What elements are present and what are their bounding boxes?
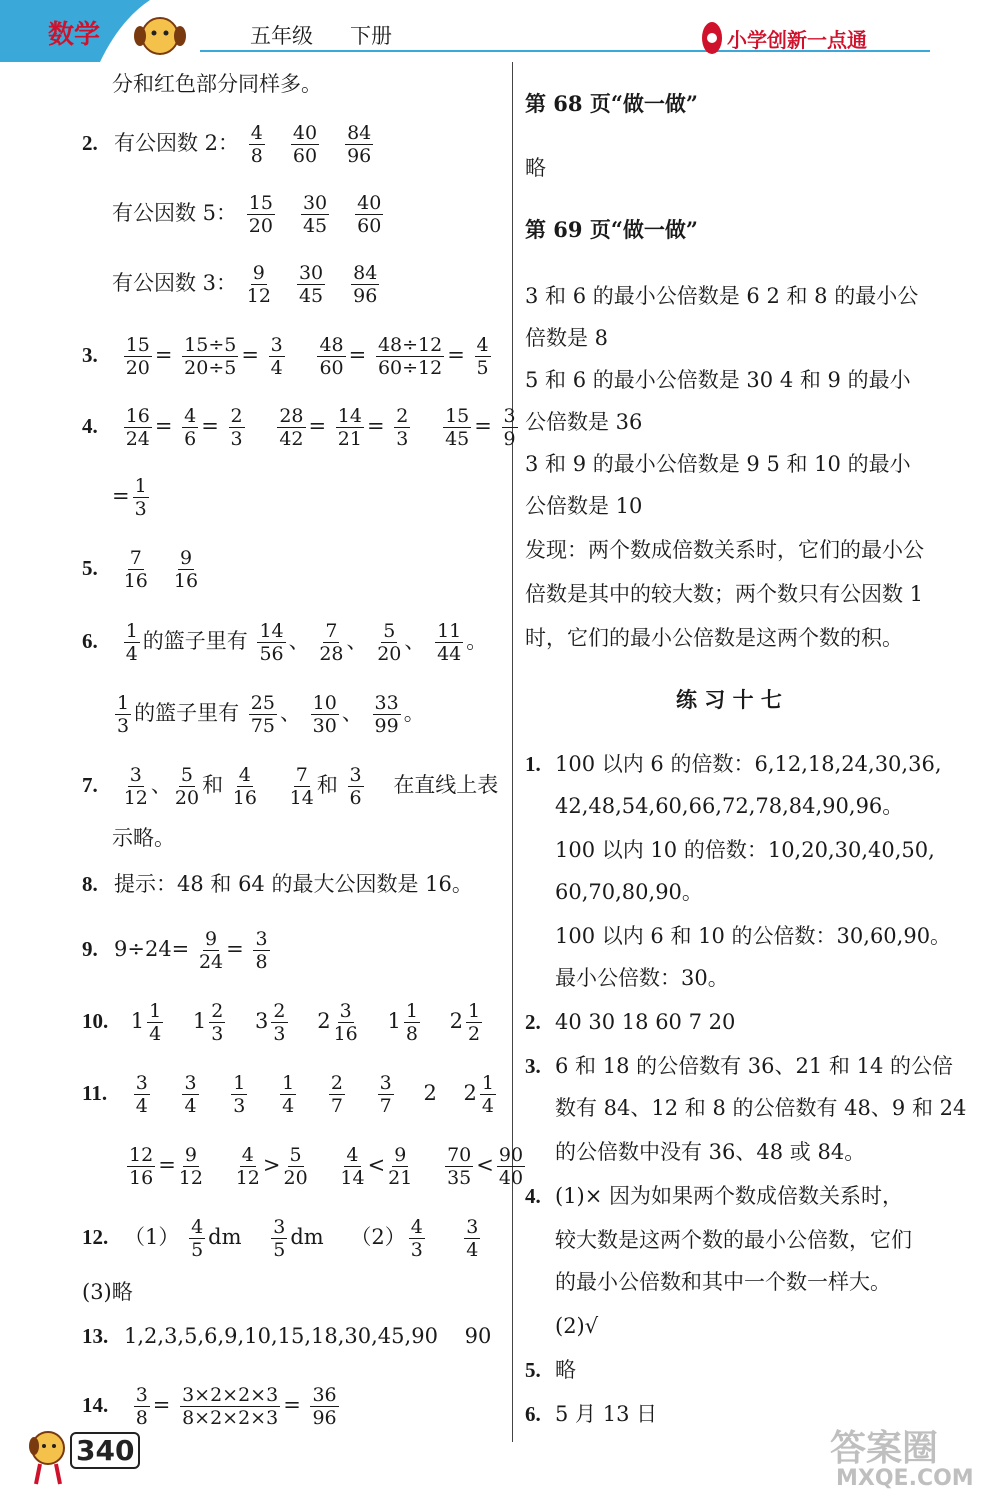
q4: 4. $\frac{16}{24}$ = $\frac{4}{6}$ = $\frac{2}{3}$ $\frac{28}{42}$ = $\frac{14}{21}$ = $\frac{2}{3}$ $\frac{15}{45}$ = $\frac{3}{9}$ [82,405,516,450]
dog-mascot-icon [142,18,178,54]
page-number: 340 [70,1432,140,1469]
q12: 12. （1） $\frac{4}{5}$ dm $\frac{3}{5}$ dm （2） $\frac{4}{3}$ $\frac{3}{4}$ [82,1216,479,1261]
q2-line-a: 2. 有公因数 2： $\frac{4}{8}$ $\frac{40}{60}$ $\frac{84}{96}$ [82,122,372,167]
r-p5: 3 和 9 的最小公倍数是 9 5 和 10 的最小 [525,452,911,476]
q2-line-c: 有公因数 3： $\frac{9}{12}$ $\frac{30}{45}$ $\frac{84}{96}$ [112,262,378,307]
r-heading-68: 第 68 页“做一做” [525,91,699,116]
r1-e: 100 以内 6 和 10 的公倍数：30,60,90。 [555,924,952,948]
q5: 5. $\frac{7}{16}$ $\frac{9}{16}$ [82,547,199,592]
q14: 14. $\frac{3}{8}$ = $\frac{3\times 2\times 2\times 3}{8\times 2\times 2\times 3}$ = $\frac{36}{96}$ [82,1384,337,1429]
grade-label: 五年级 [250,24,313,48]
watermark-url: MXQE.COM [836,1466,974,1491]
brand-logo-icon [700,20,724,56]
r-p2: 倍数是 8 [525,326,609,350]
subject-badge [0,0,200,62]
r5: 5. 略 [525,1358,576,1382]
watermark-logo: 答案圈 [830,1428,939,1469]
q11-row1: 11. $\frac{3}{4}$ $\frac{3}{4}$ $\frac{1}{3}$ $\frac{1}{4}$ $\frac{2}{7}$ $\frac{3}{7}$ 2 2 $\frac{1}{4}$ [82,1072,495,1117]
q3: 3. $\frac{15}{20}$ = $\frac{15\div 5}{20\div 5}$ = $\frac{3}{4}$ $\frac{48}{60}$ = $\frac{48\div 12}{60\div 12}$ = $\frac{4}{5}$ [82,334,489,379]
q7: 7. $\frac{3}{12}$ 、 $\frac{5}{20}$ 和 $\frac{4}{16}$ $\frac{7}{14}$ 和 $\frac{3}{6}$ 在直线上表 [82,764,499,809]
r3-c: 的公倍数中没有 36、48 或 84。 [555,1140,866,1164]
q6-a: 6. $\frac{1}{4}$ 的篮子里有 $\frac{14}{56}$ 、 $\frac{7}{28}$ 、 $\frac{5}{20}$ 、 $\frac{11}{44}$ 。 [82,620,488,665]
q10: 10. 1 $\frac{1}{4}$ 1 $\frac{2}{3}$ 3 $\frac{2}{3}$ 2 $\frac{3}{16}$ 1 $\frac{1}{8}$ 2 $\frac{1}{2}$ [82,1000,481,1045]
r-p6: 公倍数是 10 [525,494,643,518]
r4-a: 4. (1)× 因为如果两个数成倍数关系时， [525,1184,904,1208]
r-p1: 3 和 6 的最小公倍数是 6 2 和 8 的最小公 [525,284,919,308]
q13: 13. 1,2,3,5,6,9,10,15,18,30,45,90 90 [82,1324,492,1348]
r-p7: 发现：两个数成倍数关系时，它们的最小公 [525,538,924,562]
r-p4: 公倍数是 36 [525,410,643,434]
r4-c: 的最小公倍数和其中一个数一样大。 [555,1270,891,1294]
column-divider [512,62,513,1442]
q6-b: $\frac{1}{3}$ 的篮子里有 $\frac{25}{75}$ 、 $\frac{10}{30}$ 、 $\frac{33}{99}$ 。 [117,692,425,737]
subject-label: 数学 [48,20,101,50]
q7-cont: 示略。 [112,826,175,850]
q11-row2: $\frac{12}{16}$ = $\frac{9}{12}$ $\frac{4}{12}$ > $\frac{5}{20}$ $\frac{4}{14}$ < $\frac{9}{21}$ $\frac{70}{35}$ < $\frac{90}{40}$ [129,1144,524,1189]
left-continuation: 分和红色部分同样多。 [112,72,322,96]
q8: 8. 提示：48 和 64 的最大公因数是 16。 [82,872,473,896]
r4-b: 较大数是这两个数的最小公倍数，它们 [555,1228,912,1252]
q9: 9. 9÷24= $\frac{9}{24}$ = $\frac{3}{8}$ [82,928,268,973]
r2: 2. 40 30 18 60 7 20 [525,1010,736,1034]
r1-a: 1. 100 以内 6 的倍数：6,12,18,24,30,36, [525,752,942,776]
r3-b: 数有 84、12 和 8 的公倍数有 48、9 和 24 [555,1096,967,1120]
r-p9: 时，它们的最小公倍数是这两个数的积。 [525,626,903,650]
r4-d: (2)√ [555,1314,599,1338]
r-p3: 5 和 6 的最小公倍数是 30 4 和 9 的最小 [525,368,911,392]
dog-footer-icon [18,1418,78,1488]
r-answer-68: 略 [525,156,546,180]
q2-line-b: 有公因数 5： $\frac{15}{20}$ $\frac{30}{45}$ $\frac{40}{60}$ [112,192,382,237]
r1-c: 100 以内 10 的倍数：10,20,30,40,50, [555,838,935,862]
volume-label: 下册 [350,24,392,48]
r3-a: 3. 6 和 18 的公倍数有 36、21 和 14 的公倍 [525,1054,953,1078]
r-p8: 倍数是其中的较大数；两个数只有公因数 1 [525,582,924,606]
section-title: 练 习 十 七 [676,687,782,712]
r1-f: 最小公倍数：30。 [555,966,729,990]
r-heading-69: 第 69 页“做一做” [525,217,699,242]
q4-cont: = $\frac{1}{3}$ [112,475,147,520]
q12-part3: (3)略 [82,1280,133,1304]
r1-b: 42,48,54,60,66,72,78,84,90,96。 [555,794,904,818]
r1-d: 60,70,80,90。 [555,880,703,904]
brand-title: 小学创新一点通 [727,28,867,52]
r6: 6. 5 月 13 日 [525,1402,658,1426]
